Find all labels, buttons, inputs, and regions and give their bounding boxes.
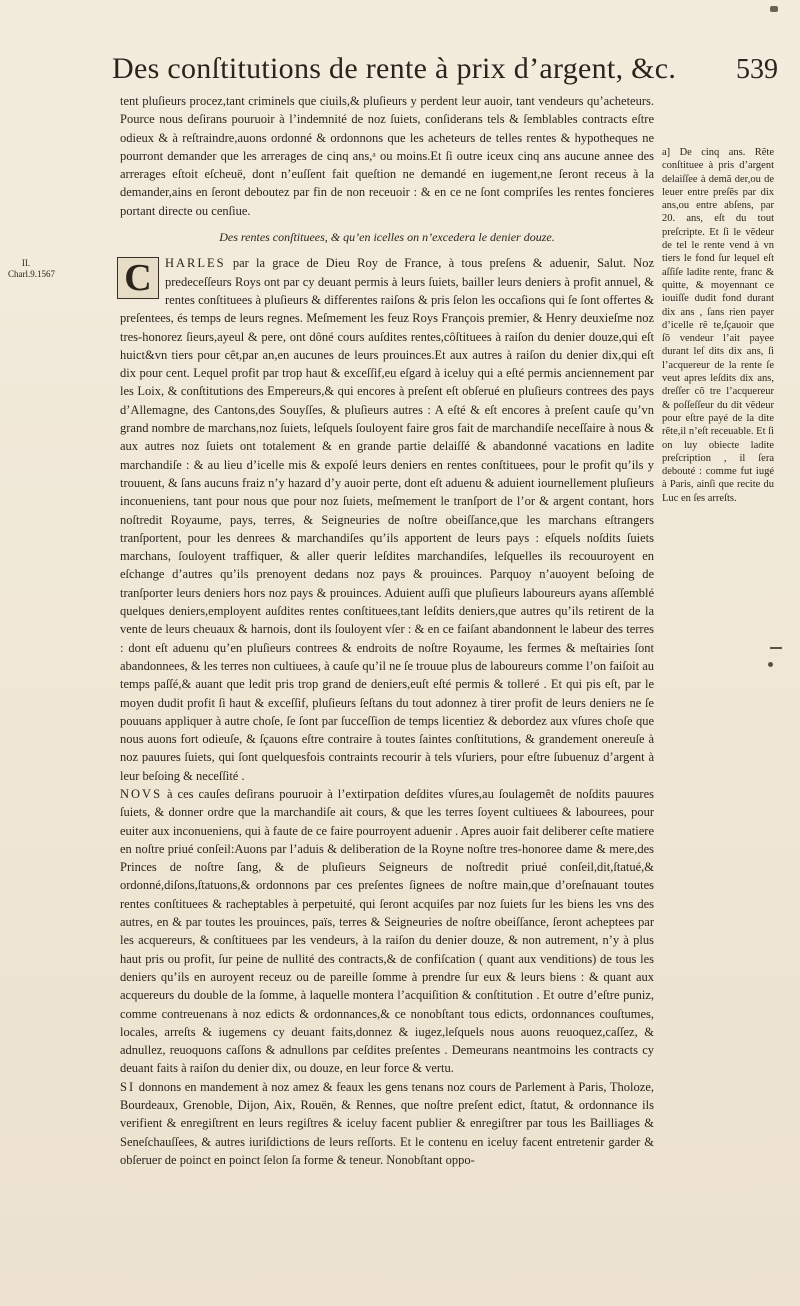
ink-speck [770,6,778,12]
margin-dot [768,662,773,667]
dropcap-letter: C [124,257,152,300]
marginal-annotation [662,146,774,505]
paragraph-si-lead: SI [120,1079,136,1094]
marginal-note-a: a] De cinq ans. Rẽte conſtituee à pris d’argent delaiſſee à demã der,ou de leuer entre preſẽs par dix ans,ou entre abſens, par 20. ans, eſt du tout preſcripte. Et ſi le vẽdeur de tel le rente vend à vn tiers le fond ſur lequel eſt aſſiſe ladite rente, franc & quitte, & moyennant ce iouiſſe dudit fond durant dix ans , ſans rien payer d’icelle rẽ te,ſçauoir que ſõ vendeur l’ait payee durant leſ dits dix ans, ſi l’acquereur de la rente ſe veut apres leſdits dix ans, dreſſer cõ tre l’acquereur & poſſeſſeur du dit vẽdeur pour eſtre payé de la dite rẽte,il n’eſt receuable. Et ſi on luy obiecte ladite preſcription , il ſera debouté : comme fut iugé à Paris, ainſi que recite du Luc en ſes arreſts. [662,147,774,504]
left-margin-note [8,258,55,280]
decorated-initial [117,257,159,299]
paragraph-charles-text: par la grace de Dieu Roy de France, à tous preſens & aduenir, Salut. Noz predeceſſeurs Roys ont par cy deuant permis à leurs ſuiets, bailler leurs deniers à profit annuel, & rentes conſtituees à pluſieurs & differentes raiſons & pris ſelon les occaſions qui ſe ſont offertes & preſentees, és temps de leurs regnes. Meſmement les feuz Roys François premier, & Henry deuxieſme noz tres-honorez ſieurs,ayeul & pere, ont dôné cours auſdites rentes,côſtituees à raiſon du denier douze,qui eſt huict&vn tiers pour cêt,par an,en aucunes de leurs prouinces.Et aux autres à raiſon du denier dix,qui eſt dix pour cent. Lequel profit par trop haut & exceſſif,eu eſgard à iceluy qui a eſté permis anciennement par les Loix, & conſtitutions des Empereurs,& qui encores à preſent eſt obſerué en pluſieurs contrees des pays d’Allemagne, des Cantons,des Souyſſes, & pluſieurs autres : A eſté & eſt encores à preſent cauſe qu’vn grand nombre de marchans,noz ſuiets, leſquels ſouloyent faire gros fait de marchandiſe neceſſaire à nous & aux autres noz ſuiets ont totalement & en grande partie delaiſſé & abandonné vacations en ladite marchandiſe : & au lieu d’icelle mis & expoſé leurs deniers en rentes conſtituees, pour le profit qu’ils y trouuent, & ſans aucuns fraiz n’y hazard d’y auoir perte, dont eſt aduenu & aduient iournellement pluſieurs inconueniens, tant pour nous que pour noz ſuiets, meſmement le tranſport de l’or & argent contant, hors noſtredit Royaume, pays, terres, & Seigneuries de noſtre obeiſſance,que les marchans eſtrangers tranſportent, pour les denrees & marchandiſes qu’ils apportent de leurs pays : eſquels noſdits ſuiets marchans, ſouloyent traffiquer, & aller querir leſdites marchandiſes, leſquelles ils recouuroyent en eſchange d’autres qu’ils prenoyent dedans noz pays & prouinces. Parquoy n’auoyent beſoing de tranſporter leurs deniers hors noz pays & prouinces. Aduient auſſi que pluſieurs laboureurs ayans aſſemblé quelques deniers,employent auſdites rentes conſtituees,tant leſdits deniers,que autres qu’ils retirent de la vente de leurs cheuaux & harnois, dont ils ſouloyent vſer : & en ce faiſant abandonnent le labeur des terres : dont eſt aduenu qu’en pluſieurs contrees & endroits de noſtre Royaume, les fermes & meſtairies ſont abandonnees, & les terres non cultiuees, à cauſe qu’il ne ſe trouue plus de laboureurs comme l’on faiſoit au temps paſſé,& auant que ledit pris trop grand de deniers,euſt eſté permis & tolleré . Et qui pis eſt, par le moyen dudit profit ſi haut & exceſſif, pluſieurs ſeſtans du tout adonnez à tirer profit de leurs deniers ne ſe pouuans appliquer à autre choſe, ſe ſont par ſucceſſion de temps licentiez & debordez aux vſures choſe que nous auons fort odieuſe, & ſçauons eſtre contraire à toutes ſaintes conſtitutions, & grandement onereuſe à noz pauures ſuiets, qui ſont quelquesfois contraints recourir à tels vſuriers, pour eſtre ſubuenuz d’argent à leur beſoing & neceſſité . [120,256,654,783]
section-subheading: Des rentes conſtituees, & qu’en icelles on n’excedera le denier douze. [219,230,555,245]
paragraph-si [120,1078,654,1169]
paragraph-nous [120,785,654,1078]
paragraph-intro: tent pluſieurs procez,tant criminels que ciuils,& pluſieurs y perdent leur auoir, tant vendeurs qu’acheteurs. Pource nous deſirans pouruoir à l’indemnité de noz ſuiets, conſiderans tels & ſemblables contracts eſtre odieux & à reſtraindre,auons ordonné & ordonnons que les acheteurs de telles rentes & hypotheques ne pourront demander que les arrerages de cinq ans,ᵃ ou moins.Et ſi outre iceux cinq ans aucune annee des arrerages eſtoit eſcheuë, dont n’euſſent fait queſtion ne demandé en iugement,ne ſeront receus à la demander,ains en ſeront deboutez par fin de non receuoir : & en ce ne ſont compriſes les rentes foncieres portant directe ou cenſiue. [120,94,654,218]
page-number: 539 [736,54,778,85]
paragraph-nous-text: à ces cauſes deſirans pouruoir à l’extirpation deſdites vſures,au ſoulagemêt de noſdits pauures ſuiets, & donner ordre que la marchandiſe ait cours, & que les terres ſoyent cultiuees & labourees, pour euiter aux inconueniens, qui à faute de ce faire pourroyent aduenir . Apres auoir fait deliberer ceſte matiere en noſtre priué conſeil:Auons par l’aduis & deliberation de la Royne noſtre tres-honoree dame & mere,des Princes de noſtre ſang, & de pluſieurs Seigneurs de noſtredit priué conſeil,dit,ſtatué,& ordonné,diſons,ſtatuons,& ordonnons par ces preſentes ſignees de noſtre main,que d’oreſnauant toutes rentes conſtituees & racheptables à perpetuité, qui ſeront acquiſes par noz ſuiets ſur les biens les vns des autres, en & par toutes les prouinces, païs, terres & Seigneuries de noſtre obeiſſance, ſeront acheptees par les acquereurs, & conſtituees par les vendeurs, à la raiſon du denier douze, & non autrement, n’y à plus haut pris ou profit, ſur peine de nullité des contracts,& de confiſcation ( quant aux venditions) de tous les deniers qu’ils en auroyent receuz ou de pareille ſomme à prendre ſur eux & leurs biens : & quant aux acquereurs du double de la ſomme, à laquelle montera l’acquiſition & conſtitution . Et outre d’eſtre puniz, comme contreuenans à noz edicts & ordonnances,& ce nonobſtant tous edicts, ordonnances couſtumes, locales, arreſts & iugemens cy deuant faits,donnez & iugez,leſquels nous auons reuoquez,caſſez, & adnullez, reuoquons caſſons & adnullons par ceſdites preſentes . Demeurans neantmoins les contracts cy deuant faits à raiſon du denier dix, ou douze, en leur force & vertu. [120,786,654,1076]
paragraph-charles [120,254,654,785]
left-note-numeral: II. [21,258,31,268]
paragraph-si-text: donnons en mandement à noz amez & feaux les gens tenans noz cours de Parlement à Paris, Tholoze, Bourdeaux, Grenoble, Dijon, Aix, Rouën, & Rennes, que noſtre preſent edict, ſtatut, & ordonnance ils verifient & enregiſtrent en leurs regiſtres & iceluy facent publier & enregiſtrer par tous les Bailliages & Seneſchauſſees, & autres iuriſdictions de leurs reſſorts. Et le contenu en iceluy facent entretenir garder & obſeruer de poinct en poinct ſelon ſa forme & teneur. Nonobſtant oppo- [120,1079,654,1167]
paragraph-charles-lead: HARLES [165,256,226,271]
running-header-title: Des conſtitutions de rente à prix d’argent, &c. [112,52,677,85]
paragraph-nous-lead: NOVS [120,786,163,801]
margin-dash [770,647,782,649]
main-text-column [120,92,654,1169]
left-note-reference: Charl.9.1567 [8,269,55,279]
